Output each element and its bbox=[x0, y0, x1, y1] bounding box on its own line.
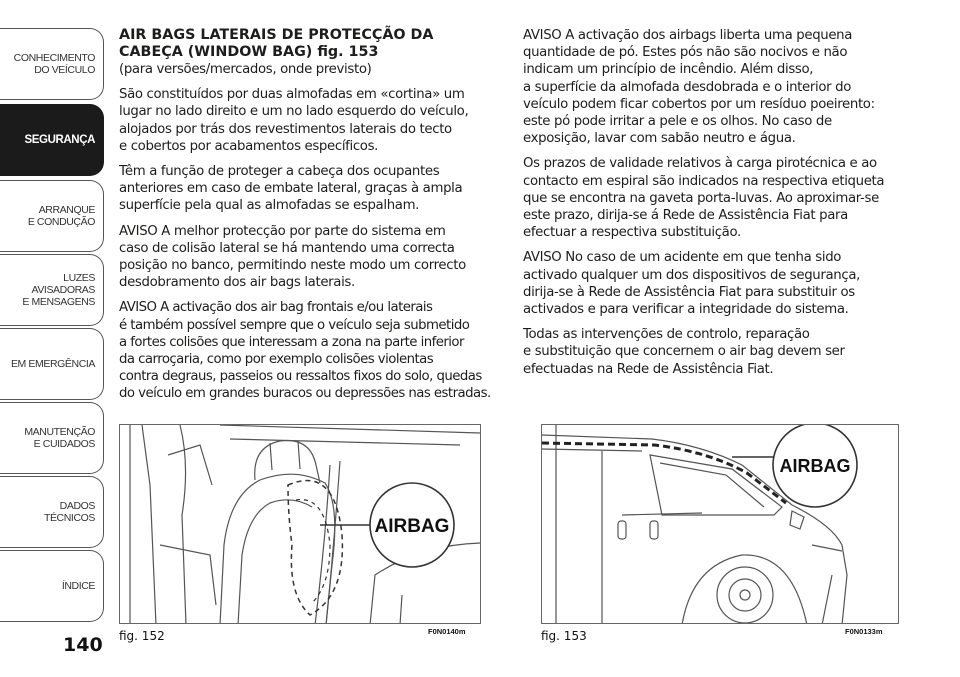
figure-152-code: F0N0140m bbox=[428, 627, 466, 636]
section-subheading: (para versões/mercados, onde previsto) bbox=[119, 62, 372, 77]
paragraph: AVISO No caso de um acidente em que tenha sido activado qualquer um dos dispositivos de segurança, dirija-se à Rede de Assistência Fiat para substituir os activados e para verificar a integridade do sistema. bbox=[523, 250, 861, 318]
left-column bbox=[119, 27, 504, 411]
tab-label: SEGURANÇA bbox=[24, 134, 95, 146]
tab-luzes-avisadoras[interactable] bbox=[0, 254, 104, 326]
tab-label: MANUTENÇÃO E CUIDADOS bbox=[24, 426, 95, 450]
paragraph: Os prazos de validade relativos à carga pirotécnica e ao contacto em espiral são indicados na respectiva etiqueta que se encontra na gaveta porta-luvas. Ao aproximar-se este prazo, dirija-se á Rede de Assistência Fiat para efectuar a respectiva substituição. bbox=[523, 156, 885, 241]
tab-label: CONHECIMENTO DO VEÍCULO bbox=[13, 52, 95, 76]
tab-label: LUZES AVISADORAS E MENSAGENS bbox=[22, 272, 95, 308]
paragraph: AVISO A melhor protecção por parte do sistema em caso de colisão lateral se há mantendo uma correcta posição no banco, permitindo neste modo um correcto desdobramento dos air bags laterais. bbox=[119, 223, 466, 291]
paragraph: Têm a função de proteger a cabeça dos ocupantes anteriores em caso de embate lateral, graças à ampla superfície pela qual as almofadas se espalham. bbox=[119, 164, 463, 214]
paragraph: AVISO A activação dos airbags liberta uma pequena quantidade de pó. Estes pós não são nocivos e não indicam um princípio de incêndio. Além disso, a superfície da almofada desdobrada e o interior do veículo podem ficar cobertos por um resíduo poeirento: este pó pode irritar a pele e os olhos. No caso de exposição, lavar com sabão neutro e água. bbox=[523, 28, 875, 147]
figure-153-code: F0N0133m bbox=[845, 627, 883, 636]
paragraph: São constituídos por duas almofadas em «cortina» um lugar no lado direito e um no lado esquerdo do veículo, alojados por trás dos revestimentos laterais do tecto e cobertos por acabamentos específicos. bbox=[119, 87, 469, 154]
figure-153-window-airbag bbox=[541, 424, 899, 624]
right-column bbox=[523, 27, 915, 386]
airbag-callout-label: AIRBAG bbox=[374, 516, 450, 537]
figure-153-caption: fig. 153 bbox=[541, 629, 587, 643]
tab-em-emergencia[interactable] bbox=[0, 328, 104, 400]
figure-152-caption: fig. 152 bbox=[119, 629, 165, 643]
van-illustration bbox=[542, 425, 899, 624]
tab-manutencao-e-cuidados[interactable] bbox=[0, 402, 104, 474]
page-number: 140 bbox=[63, 634, 103, 656]
tab-label: EM EMERGÊNCIA bbox=[10, 358, 95, 370]
tab-seguranca[interactable] bbox=[0, 104, 104, 176]
seat-illustration bbox=[120, 425, 481, 624]
figure-152-seat-airbag bbox=[119, 424, 481, 624]
paragraph: Todas as intervenções de controlo, reparação e substituição que concernem o air bag devem ser efectuadas na Rede de Assistência Fiat. bbox=[523, 327, 845, 377]
paragraph: AVISO A activação dos air bag frontais e/ou laterais é também possível sempre que o veículo seja submetido a fortes colisões que interessam a zona na parte inferior da carroçaria, como por exemplo colisões violentas contra degraus, passeios ou ressaltos fixos do solo, quedas do veículo em grandes buracos ou depressões nas estradas. bbox=[119, 300, 491, 402]
tab-dados-tecnicos[interactable] bbox=[0, 476, 104, 548]
tab-conhecimento-do-veiculo[interactable] bbox=[0, 28, 104, 100]
airbag-callout-label: AIRBAG bbox=[779, 456, 851, 476]
tab-label: DADOS TÉCNICOS bbox=[43, 500, 95, 524]
tab-arranque-e-conducao[interactable] bbox=[0, 180, 104, 252]
tab-label: ARRANQUE E CONDUÇÃO bbox=[27, 204, 95, 228]
section-heading: AIR BAGS LATERAIS DE PROTECÇÃO DA CABEÇA (WINDOW BAG) fig. 153 bbox=[119, 27, 434, 60]
tab-label: ÍNDICE bbox=[61, 580, 95, 592]
tab-indice[interactable] bbox=[0, 550, 104, 622]
